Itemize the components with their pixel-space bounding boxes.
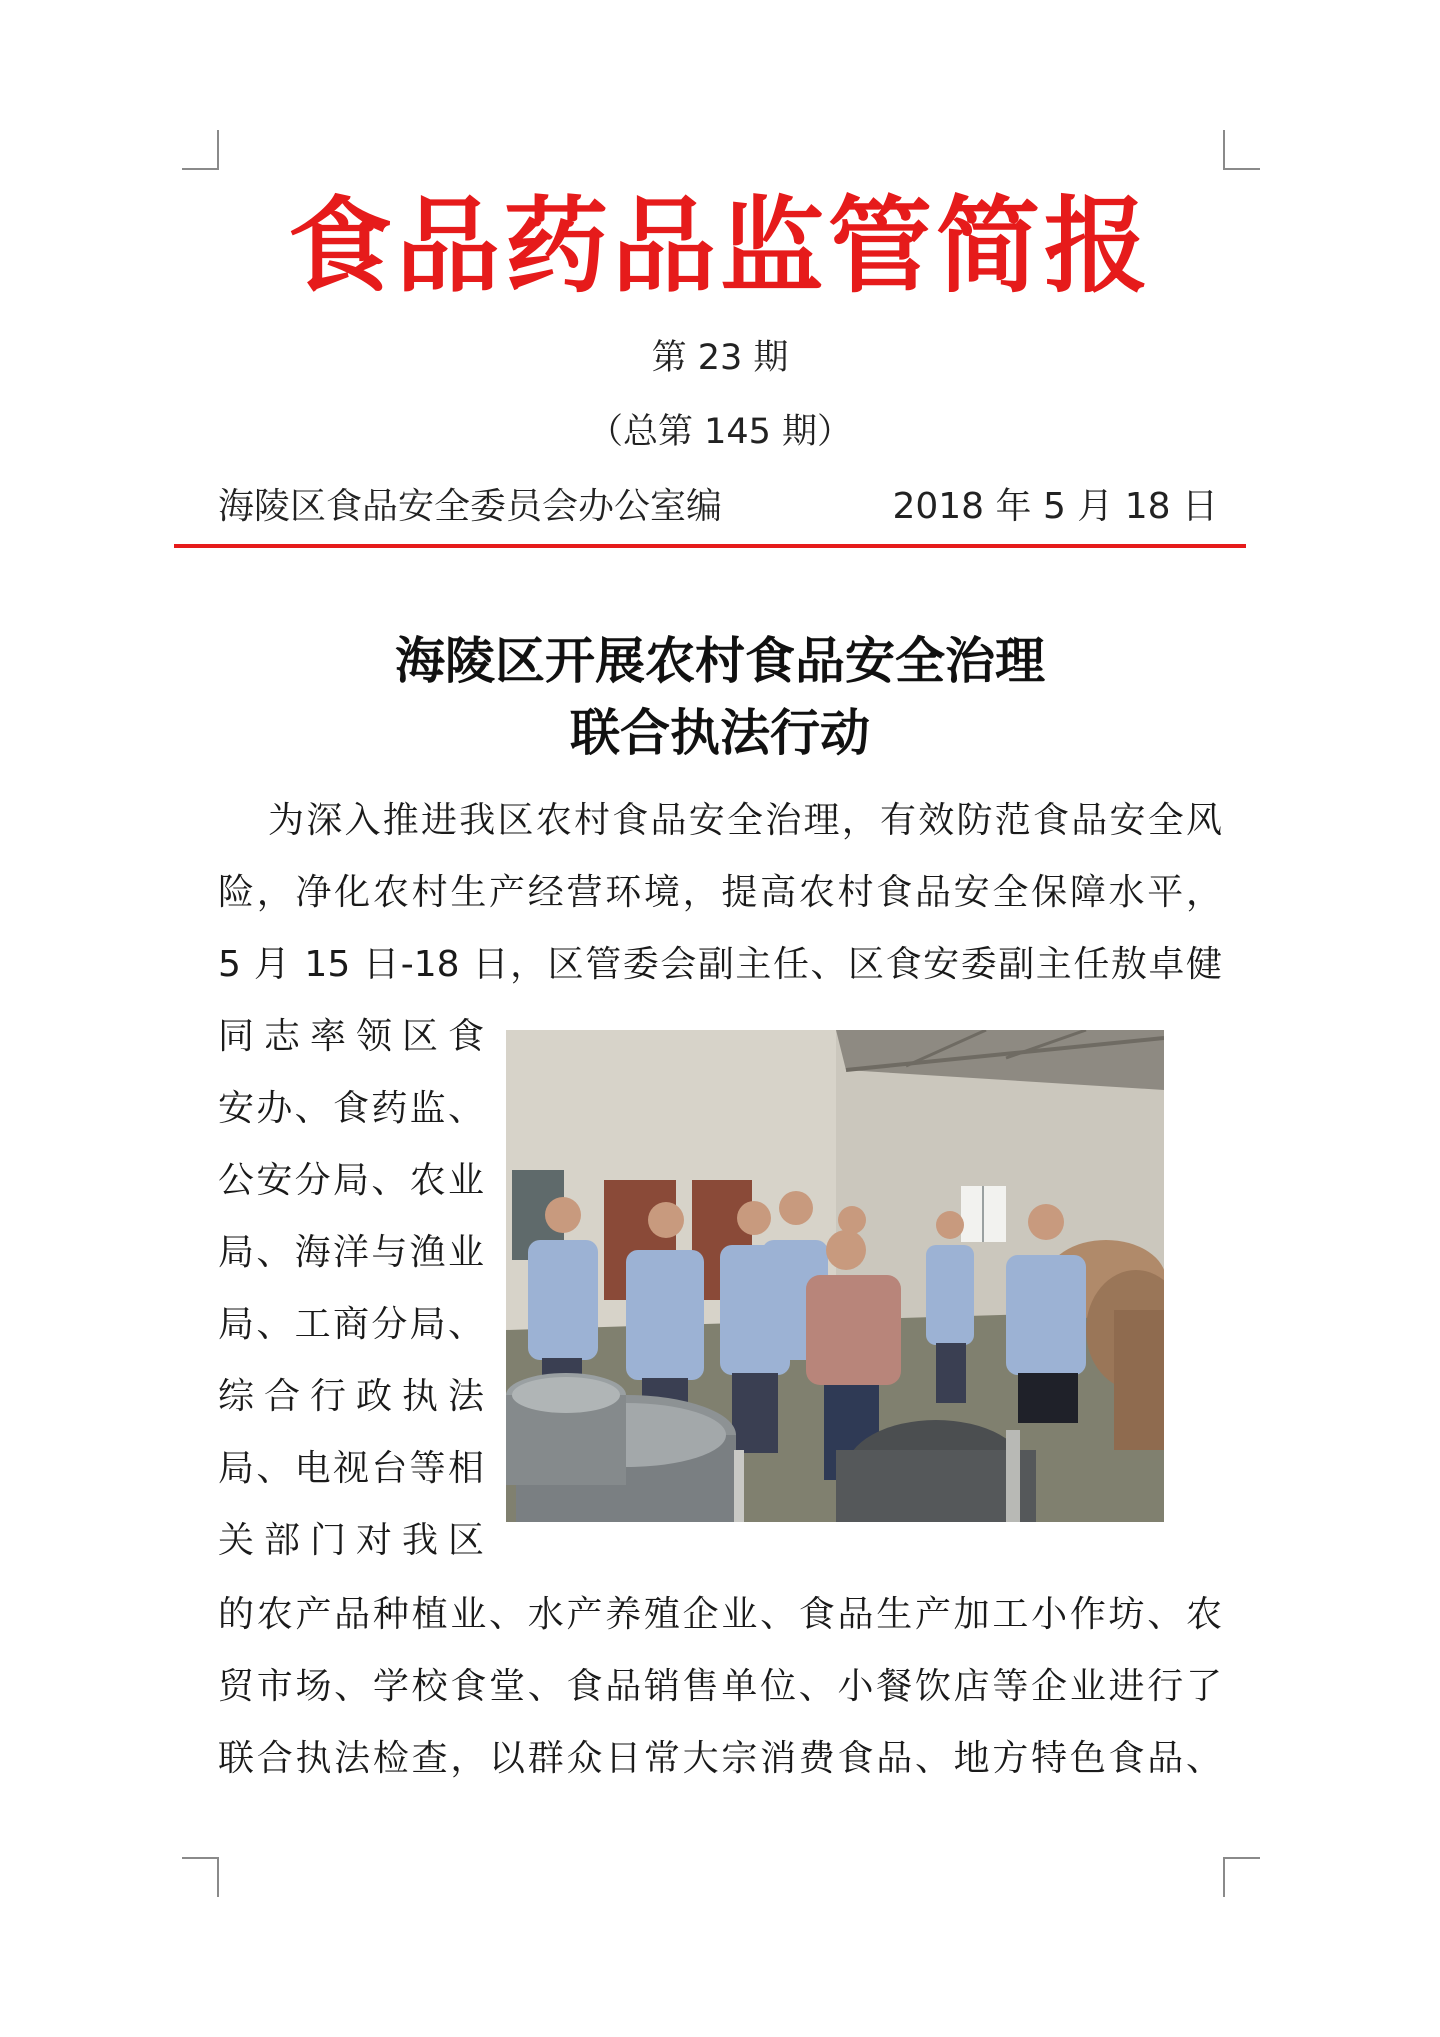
side-line: 公安分局、农业 [218,1160,484,1201]
crop-mark-top-left [182,130,219,170]
body-line: 险，净化农村生产经营环境，提高农村食品安全保障水平， [218,872,1222,913]
side-line: 局、电视台等相 [218,1448,484,1489]
article-headline-line-1: 海陵区开展农村食品安全治理 [395,632,1045,690]
side-line: 安办、食药监、 [218,1088,484,1129]
header-rule [174,544,1246,548]
crop-mark-bottom-left [182,1857,219,1897]
crop-mark-bottom-right [1223,1857,1260,1897]
side-line: 关部门对我区 [218,1520,484,1561]
side-line: 同志率领区食 [218,1016,484,1057]
crop-mark-top-right [1223,130,1260,170]
side-line: 局、海洋与渔业 [218,1232,484,1273]
editor-line: 海陵区食品安全委员会办公室编 [218,486,723,527]
masthead-title: 食品药品监管简报 [287,185,1152,307]
body-line: 贸市场、学校食堂、食品销售单位、小餐饮店等企业进行了 [218,1666,1222,1707]
side-line: 局、工商分局、 [218,1304,484,1345]
body-line: 联合执法检查，以群众日常大宗消费食品、地方特色食品、 [218,1738,1222,1779]
inspection-team-photo [506,1030,1164,1522]
side-line: 综合行政执法 [218,1376,484,1417]
publish-date: 2018 年 5 月 18 日 [892,486,1218,527]
body-line: 为深入推进我区农村食品安全治理，有效防范食品安全风 [268,800,1222,841]
issue-number: 第 23 期 [651,338,789,378]
body-line: 的农产品种植业、水产养殖企业、食品生产加工小作坊、农 [218,1594,1222,1635]
article-headline-line-2: 联合执法行动 [570,704,870,762]
issue-total: （总第 145 期） [587,412,853,452]
body-line: 5 月 15 日-18 日，区管委会副主任、区食安委副主任敖卓健 [218,944,1222,985]
